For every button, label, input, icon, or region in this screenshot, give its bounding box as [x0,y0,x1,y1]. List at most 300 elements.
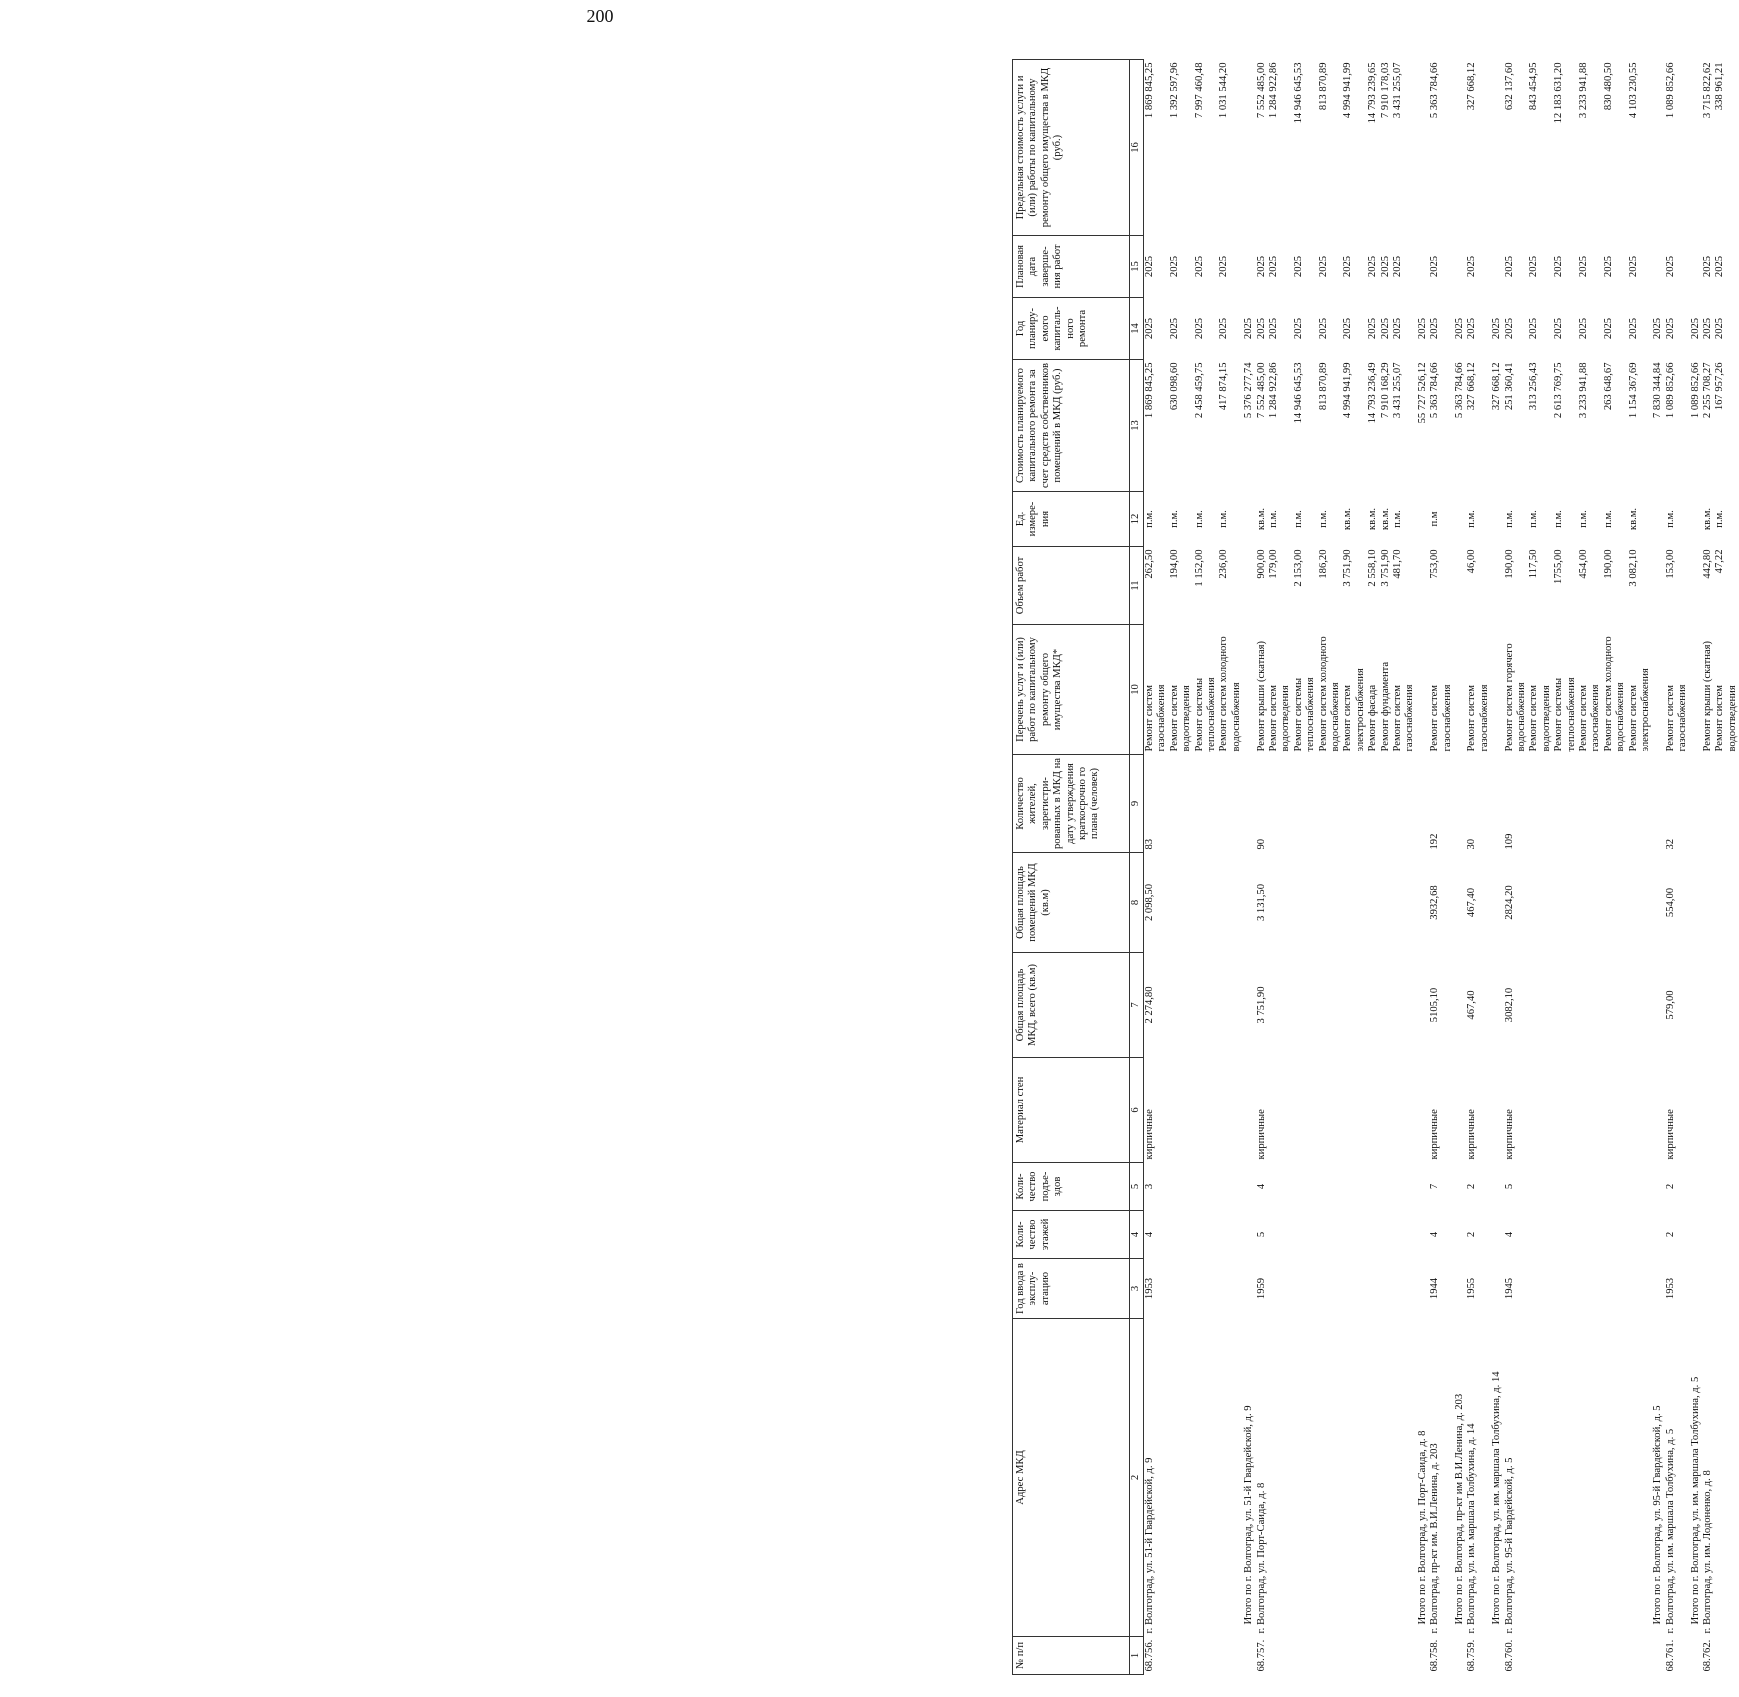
total-empty [1652,492,1664,547]
work-unit-line: п.м. [1391,510,1403,528]
work-limit-cost-line: 632 137,60 [1503,62,1515,111]
total-empty [1690,492,1702,547]
work-limit-cost-line: 338 961,21 [1714,62,1726,111]
table-row [1256,60,1417,1675]
header-cell-2: Адрес МКД [1013,1319,1130,1637]
total-empty [1491,236,1503,298]
total-empty [1690,1058,1702,1163]
column-number-12: 12 [1130,492,1144,547]
work-end-date-line: 2025 [1714,255,1726,278]
work-volume [1504,547,1653,625]
work-end-date-line: 2025 [1255,255,1267,278]
residents-count: 109 [1503,833,1515,850]
work-limit-cost [1504,60,1653,236]
work-end-date-line: 2025 [1367,255,1379,278]
work-volume [1144,547,1244,625]
wall-material: кирпичные [1255,1109,1267,1160]
item-number: 68.760. [1503,1639,1515,1672]
column-number-13: 13 [1130,360,1144,492]
work-name: Ремонт систем газоснабжения [1664,684,1689,752]
entrances-count: 4 [1255,1183,1267,1190]
work-end-date-line: 2025 [1218,255,1230,278]
work-end-date-line: 2025 [1553,255,1565,278]
work-unit [1256,492,1417,547]
work-cost-line: 3 233 941,88 [1577,362,1589,419]
work-year-line: 2025 [1267,317,1279,340]
work-end-date [1429,236,1454,298]
work-cost-line: 4 994 941,99 [1342,362,1354,419]
work-end-date-line: 2025 [1664,255,1676,278]
column-number-6: 6 [1130,1058,1144,1163]
work-name: Ремонт крыши (скатная) [1701,641,1713,752]
wall-material: кирпичные [1144,1109,1155,1160]
work-name: Ремонт системы теплоснабжения [1292,677,1317,752]
total-empty [1690,953,1702,1058]
work-name: Ремонт системы теплоснабжения [1193,677,1217,752]
table-row [1665,60,1690,1675]
work-limit-cost-line: 14 793 239,65 [1367,62,1379,124]
work-unit-line: п.м. [1267,510,1279,528]
header-cell-15: Плановая дата заверше-ния работ [1013,236,1130,298]
total-empty [1652,547,1664,625]
work-year [1702,298,1739,360]
work-limit-cost-line: 4 103 230,55 [1627,62,1639,119]
item-number: 68.762. [1701,1639,1713,1672]
work-limit-cost-line: 5 363 784,66 [1429,62,1441,119]
total-year: 2025 [1491,317,1503,340]
work-year-line: 2025 [1577,317,1589,340]
work-limit-cost [1466,60,1491,236]
total-empty [1243,1637,1255,1675]
works-list [1504,625,1653,755]
work-unit [1504,492,1653,547]
work-limit-cost-line: 1 869 845,25 [1144,62,1155,119]
work-unit-line: п.м. [1714,510,1726,528]
column-number-7: 7 [1130,953,1144,1058]
work-unit-line: кв.м. [1255,507,1267,531]
work-cost-line: 2 613 769,75 [1553,362,1565,419]
work-cost-line: 1 284 922,86 [1267,362,1279,419]
work-end-date-line: 2025 [1144,255,1155,278]
work-cost-line: 14 793 236,49 [1367,362,1379,424]
floors-count: 4 [1144,1231,1155,1238]
total-empty [1454,1211,1466,1259]
total-empty [1243,547,1255,625]
work-year-line: 2025 [1503,317,1515,340]
works-list [1466,625,1491,755]
total-label: Итого по г. Волгоград, пр-кт им В.И.Ленина, д. 203 [1453,1393,1465,1625]
work-year-line: 2025 [1553,317,1565,340]
work-limit-cost-line: 1 031 544,20 [1218,62,1230,119]
work-cost-line: 3 431 255,07 [1391,362,1403,419]
address-cell: г. Волгоград, ул. им. маршала Толбухина, д. 5 [1664,1428,1676,1634]
total-empty [1652,236,1664,298]
header-cell-10: Перечень услуг и (или) работ по капитальному ремонту общего имущества МКД* [1013,625,1130,755]
entrances-count: 5 [1503,1183,1515,1190]
total-label: Итого по г. Волгоград, ул. им. маршала Толбухина, д. 14 [1491,1371,1503,1625]
works-list [1429,625,1454,755]
total-empty [1690,1637,1702,1675]
work-volume-line: 753,00 [1429,549,1441,579]
work-year-line: 2025 [1218,317,1230,340]
total-empty [1454,1163,1466,1211]
commissioning-year: 1944 [1429,1277,1441,1300]
total-empty [1690,1163,1702,1211]
residents-count [1702,755,1739,853]
work-end-date-line: 2025 [1429,255,1441,278]
work-name: Ремонт систем газоснабжения [1144,684,1168,752]
work-end-date [1144,236,1244,298]
column-number-3: 3 [1130,1259,1144,1319]
work-volume-line: 481,70 [1391,549,1403,579]
work-cost-line: 813 870,89 [1317,362,1329,411]
table-row [1466,60,1491,1675]
total-empty [1454,1637,1466,1675]
work-year [1144,298,1244,360]
work-cost-line: 417 874,15 [1218,362,1230,411]
work-end-date-line: 2025 [1292,255,1304,278]
rooms-area: 2824,20 [1503,885,1515,920]
total-empty [1243,492,1255,547]
work-year [1504,298,1653,360]
work-year-line: 2025 [1255,317,1267,340]
total-row [1491,60,1503,1675]
work-unit [1466,492,1491,547]
work-volume-line: 262,50 [1144,549,1155,579]
entrances-count: 3 [1144,1183,1155,1190]
total-empty [1491,1259,1503,1319]
wall-material: кирпичные [1429,1109,1441,1160]
work-unit-line: п.м. [1144,510,1155,528]
work-cost-line: 2 255 708,27 [1701,362,1713,419]
work-year [1466,298,1491,360]
total-area: 3 751,90 [1255,986,1267,1024]
table-row [1429,60,1454,1675]
work-cost-line: 327 668,12 [1466,362,1478,411]
total-empty [1417,1058,1429,1163]
work-unit [1429,492,1454,547]
total-empty [1243,625,1255,755]
total-empty [1491,492,1503,547]
work-name: Ремонт систем водоотведения [1168,684,1193,752]
work-limit-cost-line: 3 233 941,88 [1577,62,1589,119]
total-empty [1652,853,1664,953]
total-label: Итого по г. Волгоград, ул. Порт-Саида, д. 8 [1416,1430,1428,1625]
work-name: Ремонт системы теплоснабжения [1553,677,1577,752]
total-row [1454,60,1466,1675]
header-cell-13: Стоимость планируемого капитального ремонта за счет средств собственников помещений в МКД (руб.) [1013,360,1130,492]
total-empty [1491,953,1503,1058]
total-empty [1454,755,1466,853]
work-year-line: 2025 [1627,317,1639,340]
work-name: Ремонт систем газоснабжения [1391,684,1416,752]
work-limit-cost-line: 813 870,89 [1317,62,1329,111]
commissioning-year: 1953 [1664,1277,1676,1300]
total-empty [1690,547,1702,625]
work-cost-line: 313 256,43 [1528,362,1540,411]
work-limit-cost-line: 1 392 597,96 [1168,62,1180,119]
entrances-count: 7 [1429,1183,1441,1190]
total-empty [1417,625,1429,755]
work-volume-line: 3 082,10 [1627,549,1639,587]
work-end-date-line: 2025 [1317,255,1329,278]
floors-count: 4 [1429,1231,1441,1238]
work-volume-line: 47,22 [1714,549,1726,574]
work-cost [1429,360,1454,492]
work-name: Ремонт систем холодного водоснабжения [1218,636,1242,752]
work-unit-line: п.м. [1292,510,1304,528]
work-end-date-line: 2025 [1168,255,1180,278]
work-name: Ремонт систем горячего водоснабжения [1503,643,1527,752]
work-limit-cost [1429,60,1454,236]
header-cell-4: Коли-чество этажей [1013,1211,1130,1259]
commissioning-year: 1959 [1255,1277,1267,1300]
work-unit-line: п.м. [1218,510,1230,528]
total-row [1690,60,1702,1675]
work-end-date-line: 2025 [1193,255,1205,278]
header-cell-6: Материал стен [1013,1058,1130,1163]
work-limit-cost-line: 843 454,95 [1528,62,1540,111]
work-unit-line: п.м. [1528,510,1540,528]
total-empty [1491,547,1503,625]
work-volume [1256,547,1417,625]
commissioning-year: 1955 [1466,1277,1478,1300]
table-row [1504,60,1653,1675]
total-empty [1417,492,1429,547]
work-end-date-line: 2025 [1577,255,1589,278]
work-unit-line: п.м. [1466,510,1478,528]
work-unit-line: п.м. [1193,510,1205,528]
work-volume-line: 194,00 [1168,549,1180,579]
total-empty [1417,1259,1429,1319]
work-year-line: 2025 [1317,317,1329,340]
work-name: Ремонт фундамента [1379,661,1391,752]
work-cost-line: 1 089 852,66 [1664,362,1676,419]
total-empty [1243,853,1255,953]
total-empty [1243,60,1255,236]
total-empty [1417,60,1429,236]
total-year: 2025 [1416,317,1428,340]
works-list [1144,625,1244,755]
works-list [1256,625,1417,755]
work-cost [1256,360,1417,492]
work-unit-line: кв.м. [1701,507,1713,531]
work-year-line: 2025 [1664,317,1676,340]
header-cell-8: Общая площадь помещений МКД (кв.м) [1013,853,1130,953]
work-volume-line: 1755,00 [1553,549,1565,584]
floors-count: 2 [1466,1231,1478,1238]
work-unit-line: кв.м. [1342,507,1354,531]
work-limit-cost-line: 7 552 485,00 [1255,62,1267,119]
total-empty [1454,547,1466,625]
total-year: 2025 [1652,317,1664,340]
total-empty [1417,953,1429,1058]
work-volume-line: 46,00 [1466,549,1478,574]
total-cost: 327 668,12 [1491,362,1503,411]
work-year-line: 2025 [1429,317,1441,340]
work-year-line: 2025 [1367,317,1379,340]
total-label: Итого по г. Волгоград, ул. 95-й Гвардейской, д. 5 [1652,1405,1664,1625]
total-empty [1491,755,1503,853]
total-empty [1690,60,1702,236]
header-cell-1: № п/п [1013,1637,1130,1675]
header-cell-7: Общая площадь МКД, всего (кв.м) [1013,953,1130,1058]
column-number-row [1130,60,1144,1675]
work-end-date-line: 2025 [1528,255,1540,278]
work-unit-line: п.м. [1664,510,1676,528]
work-end-date-line: 2025 [1466,255,1478,278]
work-year-line: 2025 [1714,317,1726,340]
work-volume [1665,547,1690,625]
work-year-line: 2025 [1144,317,1155,340]
work-cost-line: 7 552 485,00 [1255,362,1267,419]
entrances-count: 2 [1466,1183,1478,1190]
work-limit-cost-line: 12 183 631,20 [1553,62,1565,124]
work-end-date-line: 2025 [1503,255,1515,278]
column-number-8: 8 [1130,853,1144,953]
work-year-line: 2025 [1602,317,1614,340]
capital-repair-table [1012,59,1739,1675]
work-unit-line: п.м [1429,511,1441,527]
total-empty [1243,755,1255,853]
total-empty [1417,1211,1429,1259]
floors-count: 4 [1503,1231,1515,1238]
work-unit-line: кв.м. [1627,507,1639,531]
work-volume-line: 236,00 [1218,549,1230,579]
work-end-date-line: 2025 [1602,255,1614,278]
address-cell: г. Волгоград, пр-кт им. В.И.Ленина, д. 203 [1429,1443,1441,1634]
total-empty [1454,625,1466,755]
work-cost [1702,360,1739,492]
total-area: 579,00 [1664,990,1676,1020]
residents-count: 32 [1664,838,1676,850]
work-limit-cost-line: 14 946 645,53 [1292,62,1304,124]
work-limit-cost-line: 3 715 822,62 [1701,62,1713,119]
work-limit-cost-line: 1 284 922,86 [1267,62,1279,119]
work-year [1665,298,1690,360]
header-cell-9: Количество жителей, зарегистри-рованных в МКД на дату утверждения краткосрочно го плана (человек) [1013,755,1130,853]
work-name: Ремонт крыши (скатная) [1255,641,1267,752]
total-empty [1652,625,1664,755]
total-empty [1491,625,1503,755]
work-cost-line: 2 458 459,75 [1193,362,1205,419]
item-number: 68.757. [1255,1639,1267,1672]
work-end-date-line: 2025 [1391,255,1403,278]
rooms-area: 2 098,50 [1144,883,1155,922]
item-number: 68.759. [1466,1639,1478,1672]
rooms-area [1702,853,1739,953]
table-row [1144,60,1244,1675]
total-row [1417,60,1429,1675]
total-empty [1652,953,1664,1058]
work-name: Ремонт систем холодного водоснабжения [1602,636,1627,752]
total-area: 5105,10 [1429,987,1441,1023]
work-cost-line: 263 648,67 [1602,362,1614,411]
rooms-area: 554,00 [1664,887,1676,918]
total-empty [1491,60,1503,236]
wall-material: кирпичные [1466,1109,1478,1160]
total-cost: 7 830 344,84 [1652,362,1664,419]
total-area: 3082,10 [1503,987,1515,1023]
work-volume-line: 2 558,10 [1367,549,1379,587]
total-empty [1243,1163,1255,1211]
total-empty [1652,1058,1664,1163]
total-empty [1454,236,1466,298]
total-empty [1652,755,1664,853]
work-year-line: 2025 [1193,317,1205,340]
commissioning-year: 1953 [1144,1277,1155,1300]
work-unit [1144,492,1244,547]
total-area: 2 274,80 [1144,986,1155,1024]
column-number-5: 5 [1130,1163,1144,1211]
total-empty [1454,1058,1466,1163]
work-volume-line: 442,80 [1701,549,1713,579]
work-end-date [1702,236,1739,298]
work-name: Ремонт фасада [1367,684,1379,752]
work-end-date-line: 2025 [1267,255,1279,278]
work-unit [1702,492,1739,547]
work-unit-line: п.м. [1168,510,1180,528]
work-volume-line: 190,00 [1602,549,1614,579]
work-volume [1702,547,1739,625]
entrances-count [1702,1163,1739,1211]
total-empty [1652,60,1664,236]
total-row [1652,60,1664,1675]
work-volume-line: 186,20 [1317,549,1329,579]
work-volume-line: 1 152,00 [1193,549,1205,587]
total-empty [1491,853,1503,953]
work-name: Ремонт систем электроснабжения [1627,668,1651,752]
total-empty [1652,1163,1664,1211]
total-empty [1454,60,1466,236]
work-limit-cost [1144,60,1244,236]
work-unit-line: п.м. [1317,510,1329,528]
wall-material: кирпичные [1503,1109,1515,1160]
work-limit-cost-line: 327 668,12 [1466,62,1478,111]
total-empty [1243,1259,1255,1319]
work-name: Ремонт систем водоотведения [1714,684,1738,752]
wall-material: кирпичные [1664,1109,1676,1160]
residents-count: 30 [1466,838,1478,850]
work-volume-line: 3 751,90 [1379,549,1391,587]
total-empty [1491,1637,1503,1675]
work-year-line: 2025 [1466,317,1478,340]
residents-count: 192 [1429,833,1441,850]
floors-count: 5 [1255,1231,1267,1238]
work-year [1429,298,1454,360]
total-empty [1690,853,1702,953]
work-unit-line: п.м. [1553,510,1565,528]
work-volume-line: 3 751,90 [1342,549,1354,587]
work-unit-line: п.м. [1503,510,1515,528]
work-volume-line: 2 153,00 [1292,549,1304,587]
total-year: 2025 [1453,317,1465,340]
header-cell-5: Коли-чество подъе-здов [1013,1163,1130,1211]
column-number-2: 2 [1130,1319,1144,1637]
work-limit-cost-line: 7 997 460,48 [1193,62,1205,119]
total-empty [1491,1211,1503,1259]
total-empty [1417,1163,1429,1211]
work-year-line: 2025 [1391,317,1403,340]
total-empty [1454,853,1466,953]
work-volume-line: 900,00 [1255,549,1267,579]
total-empty [1417,236,1429,298]
total-cost: 1 089 852,66 [1689,362,1701,419]
address-cell: г. Волгоград, ул. Порт-Саида, д. 8 [1255,1482,1267,1634]
work-end-date [1665,236,1690,298]
total-empty [1690,755,1702,853]
table-row [1702,60,1739,1675]
